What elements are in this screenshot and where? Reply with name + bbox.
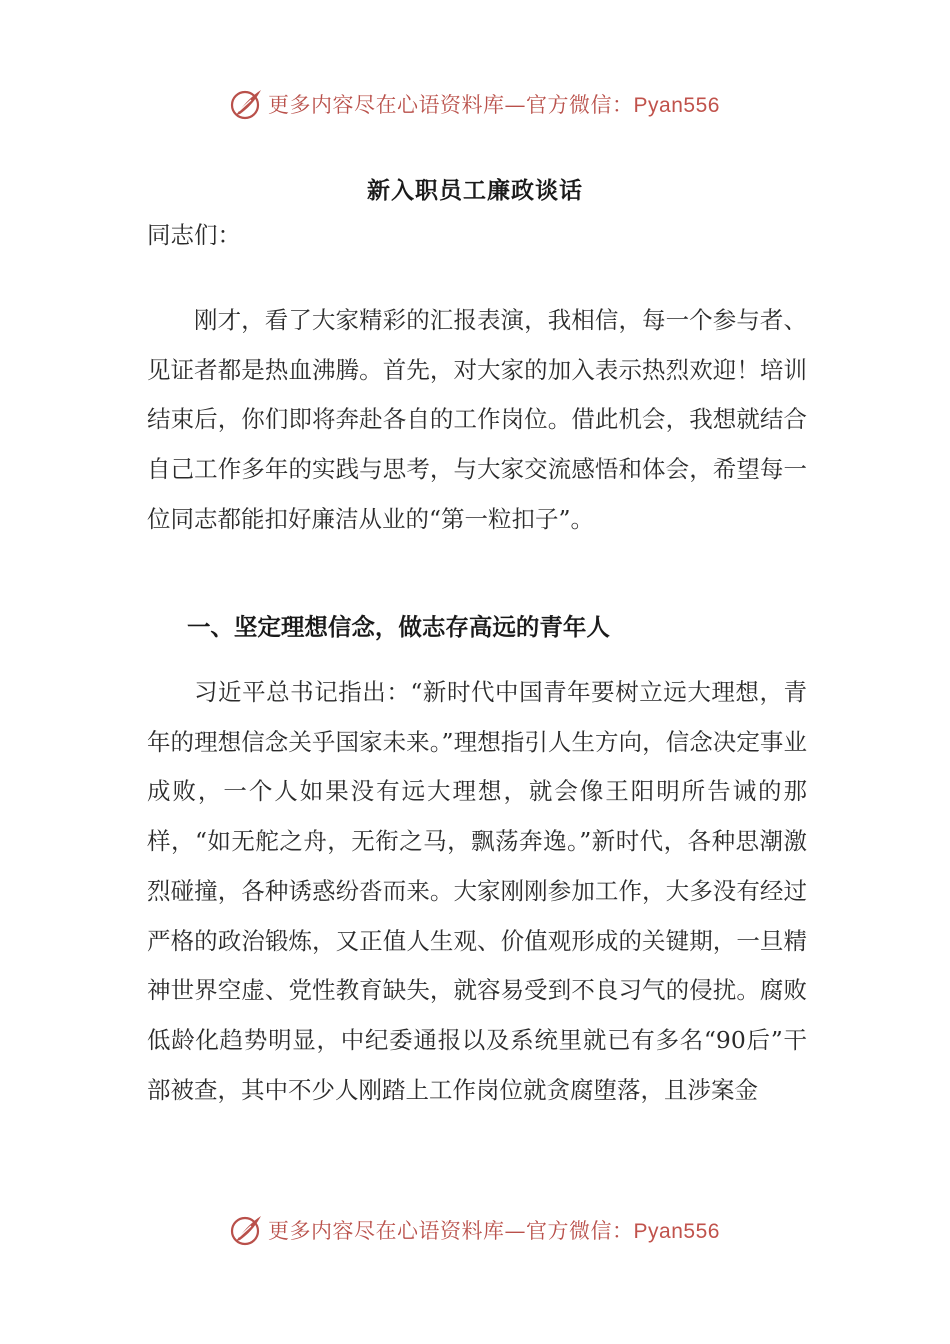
quill-logo-icon	[230, 87, 264, 121]
wechat-id: Pyan556	[633, 1220, 720, 1243]
paragraph-opening	[147, 296, 807, 545]
header-watermark-banner	[0, 82, 950, 126]
heading-text: 一、坚定理想信念，做志存高远的青年人	[186, 613, 610, 641]
section-heading-1	[147, 603, 807, 653]
paragraph-section-1	[147, 668, 807, 1115]
wechat-id: Pyan556	[633, 94, 720, 117]
paragraph-text: 习近平总书记指出：“新时代中国青年要树立远大理想，青年的理想信念关乎国家未来。”理想指引人生方向，信念决定事业成败，一个人如果没有远大理想，就会像王阳明所告诫的那样，“如无舵之舟，无衔之马，飘荡奔逸。”新时代，各种思潮激烈碰撞，各种诱惑纷沓而来。大家刚刚参加工作，大多没有经过严格的政治锻炼，又正值人生观、价值观形成的关键期，一旦精神世界空虚、党性教育缺失，就容易受到不良习气的侵扰。腐败低龄化趋势明显，中纪委通报以及系统里就已有多名“90后”干部被查，其中不少人刚踏上工作岗位就贪腐堕落，且涉案金	[147, 678, 807, 1104]
paragraph-text: 刚才，看了大家精彩的汇报表演，我相信，每一个参与者、见证者都是热血沸腾。首先，对大家的加入表示热烈欢迎！培训结束后，你们即将奔赴各自的工作岗位。借此机会，我想就结合自己工作多年的实践与思考，与大家交流感悟和体会，希望每一位同志都能扣好廉洁从业的“第一粒扣子”。	[147, 306, 807, 533]
greeting: 同志们：	[147, 221, 241, 249]
quill-logo-icon	[230, 1213, 264, 1247]
banner-text: 更多内容尽在心语资料库—官方微信：Pyan556	[268, 1219, 720, 1243]
footer-watermark-banner	[0, 1208, 950, 1252]
document-title: 新入职员工廉政谈话	[367, 177, 583, 204]
banner-text: 更多内容尽在心语资料库—官方微信：Pyan556	[268, 93, 720, 117]
